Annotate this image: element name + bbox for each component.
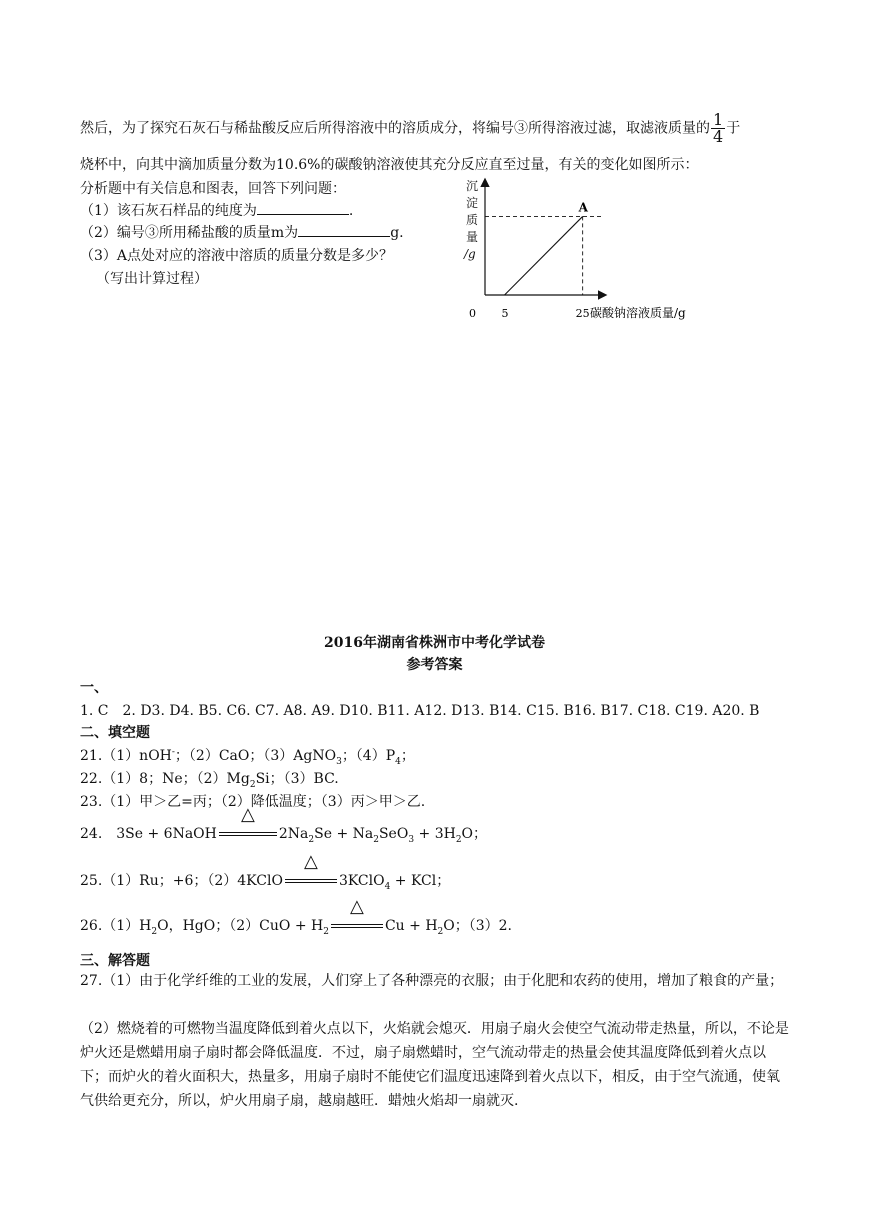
- answer-26-text: Cu + H: [384, 918, 438, 934]
- answer-25-text: 3KClO: [338, 873, 385, 889]
- question-1-tail: .: [348, 203, 354, 219]
- problem-line2: 烧杯中，向其中滴加质量分数为10.6%的碳酸钠溶液使其充分反应直至过量，有关的变化如图所示：: [80, 157, 699, 173]
- problem-line1: [80, 112, 740, 145]
- problem-line1-text: 然后，为了探究石灰石与稀盐酸反应后所得溶液中的溶质成分，将编号③所得溶液过滤，取滤液质量的: [80, 120, 710, 137]
- reaction-condition: [219, 804, 277, 842]
- answer-21-text: 21.（1）nOH: [80, 748, 172, 764]
- x-tick-label: 25: [575, 307, 590, 320]
- equals-bar: [285, 879, 337, 883]
- subscript: 4: [384, 881, 391, 892]
- answer-27-part2: （2）燃烧着的可燃物当温度降低到着火点以下，火焰就会熄灭．用扇子扇火会使空气流动带走热量，所以，不论是炉火还是燃蜡用扇子扇时都会降低温度．不过，扇子扇燃蜡时，空气流动带走的热量会使其温度降低到着火点以下；而炉火的着火面积大，热量多，用扇子扇时不能使它们温度迅速降到着火点以下，相反，由于空气流通，使氧气供给更充分，所以，炉火用扇子扇，越扇越旺．蜡烛火焰却一扇就灭.: [80, 1021, 789, 1109]
- question-2-text: （2）编号③所用稀盐酸的质量m为: [80, 225, 299, 241]
- answer-24-text: O；: [461, 826, 488, 842]
- answer-27-part1: 27.（1）由于化学纤维的工业的发展，人们穿上了各种漂亮的衣服；由于化肥和农药的使用，增加了粮食的产量；: [80, 973, 784, 989]
- subscript: 2: [455, 834, 462, 845]
- equals-bar: [219, 832, 277, 836]
- subscript: 2: [151, 926, 158, 937]
- x-tick-label: 0: [469, 307, 476, 320]
- answer-24-text: + 3H: [414, 826, 456, 842]
- point-a-label: A: [578, 200, 588, 215]
- answer-22: [80, 768, 339, 790]
- subscript: 2: [323, 926, 329, 937]
- x-tick-label: 5: [501, 307, 509, 320]
- y-axis-label: [463, 179, 478, 261]
- answer-25-text: 25.（1）Ru；+6；（2）4KClO: [80, 873, 283, 889]
- subscript: 2: [249, 779, 256, 790]
- fraction-denominator: 4: [713, 127, 724, 146]
- y-axis-label-char: 沉: [466, 179, 479, 193]
- y-axis-label-char: 淀: [466, 196, 479, 210]
- question-2-tail: g.: [390, 225, 404, 241]
- answer-24-text: Se + Na: [314, 826, 374, 842]
- answer-21: [80, 745, 415, 767]
- y-axis-label-char: 量: [466, 230, 479, 244]
- answer-21-text: ；（2）CaO；（3）AgNO: [174, 748, 337, 764]
- question-3: （3）A点处对应的溶液中溶质的质量分数是多少？: [80, 248, 394, 264]
- section-1-heading: 一、: [80, 680, 108, 696]
- subscript: 2: [373, 834, 379, 845]
- subscript: 4: [395, 756, 401, 767]
- y-axis-unit: /g: [464, 247, 476, 261]
- answers-subtitle: 参考答案: [406, 657, 463, 673]
- answers-title: 2016年湖南省株洲市中考化学试卷: [324, 635, 545, 651]
- answer-23: 23.（1）甲＞乙=丙；（2）降低温度；（3）丙＞甲＞乙.: [80, 794, 426, 810]
- equals-bar: [331, 924, 383, 928]
- answer-25-text: + KCl；: [390, 873, 451, 889]
- question-1: [80, 200, 353, 220]
- section-3-heading: 三、解答题: [80, 953, 150, 969]
- x-axis-label: 碳酸钠溶液质量/g: [590, 306, 686, 320]
- section-2-heading: 二、填空题: [80, 725, 150, 741]
- answer-21-text: ；（4）P: [341, 748, 396, 764]
- answer-blank-2: [298, 224, 390, 237]
- problem-line1-tail: 于: [726, 120, 741, 137]
- answer-26-text: O，HgO；（2）CuO + H: [157, 918, 324, 934]
- mc-answers: 1. C 2. D3. D4. B5. C6. C7. A8. A9. D10. B11. A12. D13. B14. C15. B16. B17. C18. C19. A20. B: [80, 703, 760, 719]
- subscript: 3: [408, 834, 415, 845]
- fraction-numerator: 1: [713, 110, 724, 129]
- heat-delta-icon: △: [350, 896, 364, 917]
- answer-22-text: Si；（3）BC.: [255, 771, 339, 787]
- y-axis-label-char: 质: [466, 213, 479, 227]
- question-3-note: （写出计算过程）: [96, 271, 208, 287]
- question-1-text: （1）该石灰石样品的纯度为: [80, 203, 257, 219]
- answer-blank-1: [257, 202, 349, 215]
- answer-21-text: ；: [400, 748, 415, 764]
- heat-delta-icon: △: [240, 804, 255, 825]
- superscript: -: [171, 747, 175, 758]
- answer-26: [80, 896, 513, 937]
- answer-26-text: O；（3）2.: [443, 918, 513, 934]
- answer-26-text: 26.（1）H: [80, 918, 152, 934]
- reaction-condition: [331, 896, 383, 934]
- reaction-condition: [285, 851, 337, 889]
- problem-line3: 分析题中有关信息和图表，回答下列问题：: [80, 181, 346, 197]
- answer-24-text: 2Na: [278, 826, 309, 842]
- answer-24-text: SeO: [378, 826, 409, 842]
- question-2: [80, 222, 404, 242]
- answer-22-text: 22.（1）8；Ne；（2）Mg: [80, 771, 250, 787]
- precipitate-chart: [455, 170, 705, 330]
- subscript: 2: [308, 834, 315, 845]
- answer-25: [80, 851, 451, 892]
- answer-24: [80, 804, 488, 845]
- subscript: 3: [336, 756, 342, 767]
- heat-delta-icon: △: [304, 851, 318, 872]
- precipitate-curve: [505, 216, 583, 295]
- fraction-one-quarter: [711, 112, 725, 145]
- subscript: 2: [437, 926, 444, 937]
- answer-24-text: 24. 3Se + 6NaOH: [80, 826, 217, 842]
